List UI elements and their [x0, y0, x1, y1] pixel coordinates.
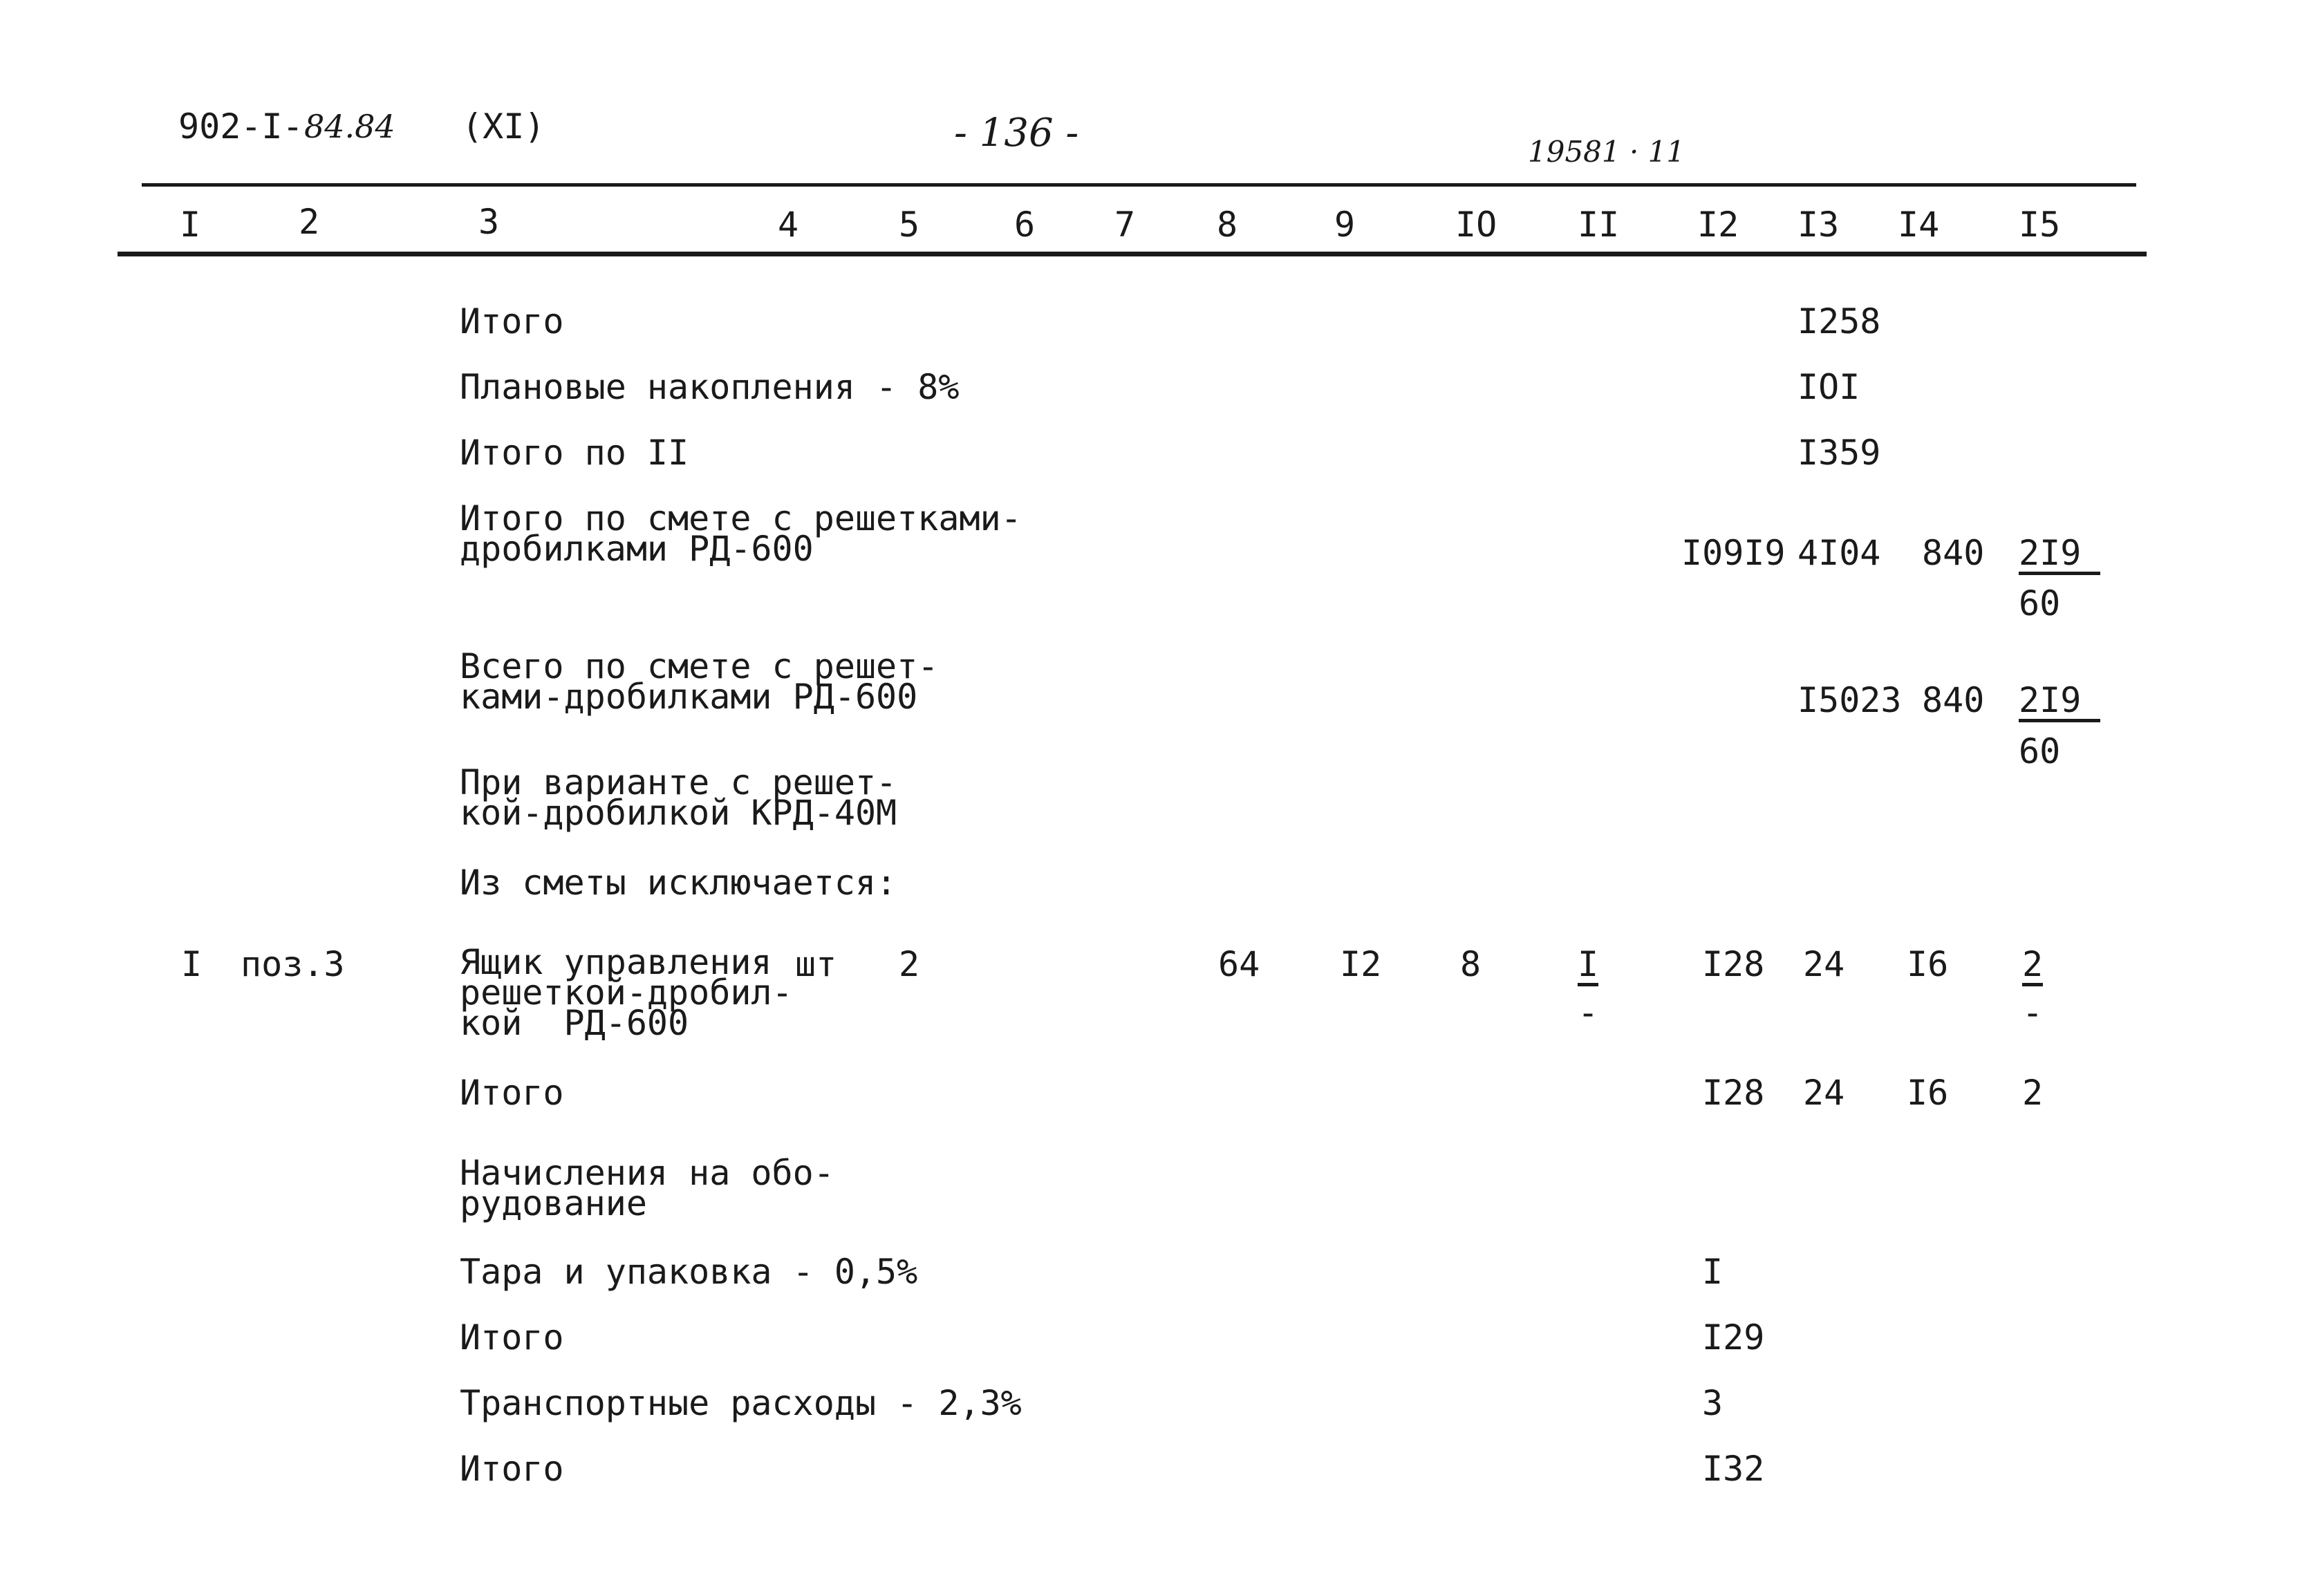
- col-header-10: IO: [1455, 205, 1497, 245]
- page-number: - 136 -: [954, 111, 1079, 156]
- cell-col5: 2: [899, 944, 920, 984]
- cell-col15-bottom: -: [2022, 993, 2044, 1033]
- row-name: Плановые накопления - 8%: [460, 367, 960, 407]
- row-name: Начисления на обо- рудование: [460, 1153, 834, 1223]
- cell-col13: I359: [1797, 433, 1881, 473]
- cell-col1: I: [181, 944, 203, 984]
- cell-col15: 2: [2022, 1073, 2044, 1113]
- col-header-9: 9: [1334, 205, 1356, 245]
- cell-col14: 840: [1922, 533, 1985, 573]
- cell-col12: 3: [1702, 1383, 1724, 1423]
- row-name: Итого: [460, 1073, 564, 1113]
- col-header-7: 7: [1114, 205, 1136, 245]
- cell-col11-top: I: [1578, 947, 1598, 986]
- col-header-3: 3: [478, 202, 500, 242]
- row-name: При варианте с решет- кой-дробилкой КРД-40М: [460, 762, 897, 833]
- col-header-4: 4: [778, 205, 799, 245]
- col-header-12: I2: [1697, 205, 1739, 245]
- doc-code-handwritten: 84.84: [304, 108, 395, 145]
- row-name: Итого: [460, 1317, 564, 1358]
- row-name: Из сметы исключается:: [460, 863, 897, 903]
- top-rule: [142, 183, 2136, 187]
- col-header-14: I4: [1898, 205, 1940, 245]
- cell-col12: I28: [1702, 1073, 1765, 1113]
- cell-col15-top: 2: [2022, 947, 2043, 986]
- cell-col15-bottom: 60: [2019, 731, 2061, 771]
- cell-col14: I6: [1907, 1073, 1949, 1113]
- cell-col12: I32: [1702, 1449, 1765, 1489]
- row-name: Итого по смете с решетками- дробилками РД-600: [460, 498, 1022, 569]
- cell-col13: I5023: [1797, 680, 1902, 720]
- cell-col13: 4I04: [1797, 533, 1881, 573]
- cell-col11-bottom: -: [1578, 993, 1599, 1033]
- col-header-11: II: [1578, 205, 1620, 245]
- cell-col13: 24: [1803, 944, 1845, 984]
- cell-col12: I28: [1702, 944, 1765, 984]
- col-header-15: I5: [2019, 205, 2061, 245]
- cell-col12: I09I9: [1681, 533, 1786, 573]
- cell-col13: 24: [1803, 1073, 1845, 1113]
- doc-code-printed: 902-I-: [178, 106, 303, 147]
- stamp-number: 19581 · 11: [1528, 135, 1685, 169]
- cell-col2: поз.3: [241, 944, 345, 984]
- cell-col8: 64: [1218, 944, 1260, 984]
- cell-col12: I: [1702, 1252, 1724, 1292]
- cell-col14: 840: [1922, 680, 1985, 720]
- col-header-8: 8: [1217, 205, 1238, 245]
- cell-col14: I6: [1907, 944, 1949, 984]
- cell-col15-top: 2I9: [2019, 536, 2100, 575]
- col-header-13: I3: [1797, 205, 1840, 245]
- cell-unit: шт: [795, 944, 837, 984]
- cell-col15-top: 2I9: [2019, 683, 2100, 722]
- row-name: Транспортные расходы - 2,3%: [460, 1383, 1022, 1423]
- cell-col9: I2: [1340, 944, 1382, 984]
- cell-col10: 8: [1460, 944, 1482, 984]
- cell-col13: I258: [1797, 301, 1881, 341]
- row-name: Итого по II: [460, 433, 689, 473]
- col-header-2: 2: [299, 202, 320, 242]
- section-label: (XI): [462, 106, 545, 147]
- col-header-5: 5: [899, 205, 920, 245]
- col-header-1: I: [180, 205, 201, 245]
- row-name: Всего по смете с решет- ками-дробилками РД-600: [460, 646, 939, 717]
- cell-col12: I29: [1702, 1317, 1765, 1358]
- row-name: Итого: [460, 1449, 564, 1489]
- header-bottom-rule: [118, 252, 2147, 256]
- cell-col15-bottom: 60: [2019, 583, 2061, 623]
- cell-col13: IOI: [1797, 367, 1860, 407]
- row-name: Ящик управления решеткой-дробил- кой РД-600: [460, 942, 793, 1043]
- row-name: Тара и упаковка - 0,5%: [460, 1252, 918, 1292]
- row-name: Итого: [460, 301, 564, 341]
- col-header-6: 6: [1014, 205, 1036, 245]
